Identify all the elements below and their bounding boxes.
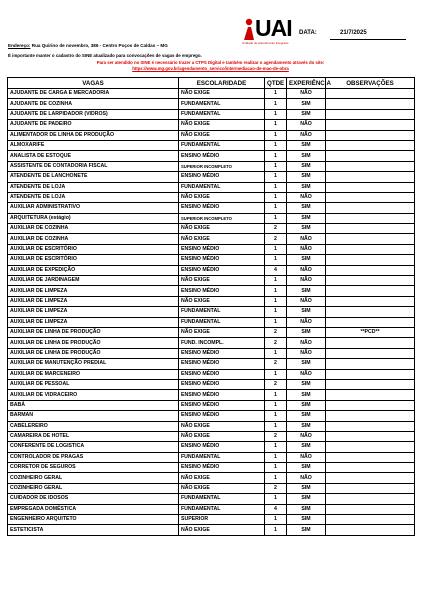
cell-observacoes bbox=[326, 192, 415, 202]
cell-vaga: CORRETOR DE SEGUROS bbox=[8, 463, 179, 473]
cell-observacoes bbox=[326, 525, 415, 535]
cell-vaga: AUXILIAR DE LINHA DE PRODUÇÃO bbox=[8, 338, 179, 348]
date-value: 21/7/2025 bbox=[340, 30, 367, 36]
cell-qtde: 1 bbox=[265, 213, 287, 223]
cell-experiencia: NÃO bbox=[287, 244, 326, 254]
figure-icon bbox=[242, 18, 255, 40]
cell-escolaridade: SUPERIOR INCOMPLETO bbox=[179, 161, 265, 171]
cell-vaga: ASSISTENTE DE CONTADORIA FISCAL bbox=[8, 161, 179, 171]
cell-qtde: 2 bbox=[265, 234, 287, 244]
cell-qtde: 1 bbox=[265, 473, 287, 483]
cell-experiencia: SIM bbox=[287, 379, 326, 389]
cell-observacoes bbox=[326, 473, 415, 483]
table-row bbox=[8, 359, 415, 369]
table-row bbox=[8, 140, 415, 150]
cell-escolaridade: ENSINO MÉDIO bbox=[179, 203, 265, 213]
cell-qtde: 1 bbox=[265, 161, 287, 171]
cell-observacoes bbox=[326, 338, 415, 348]
cell-vaga: AJUDANTE DE CARGA E MERCADORIA bbox=[8, 89, 179, 99]
table-row bbox=[8, 369, 415, 379]
uai-logo bbox=[242, 15, 292, 48]
cell-vaga: AUXILIAR DE MARCENEIRO bbox=[8, 369, 179, 379]
cell-qtde: 1 bbox=[265, 255, 287, 265]
cell-vaga: AUXILIAR DE LIMPEZA bbox=[8, 307, 179, 317]
table-row bbox=[8, 317, 415, 327]
cell-experiencia: SIM bbox=[287, 483, 326, 493]
notice-agendamento: Para ser atendido no SINE é necessário trazer a CTPS Digital e também realizar o agendamento através do site: bbox=[96, 60, 325, 65]
header-qtde: QTDE bbox=[265, 78, 287, 89]
cell-escolaridade: NÃO EXIGE bbox=[179, 234, 265, 244]
cell-experiencia: NÃO bbox=[287, 473, 326, 483]
cell-vaga: AJUDANTE DE PADEIRO bbox=[8, 120, 179, 130]
cell-experiencia: SIM bbox=[287, 151, 326, 161]
cell-vaga: CUIDADOR DE IDOSOS bbox=[8, 494, 179, 504]
cell-qtde: 1 bbox=[265, 182, 287, 192]
cell-qtde: 1 bbox=[265, 442, 287, 452]
cell-vaga: AUXILIAR DE LIMPEZA bbox=[8, 286, 179, 296]
table-row bbox=[8, 130, 415, 140]
cell-observacoes bbox=[326, 390, 415, 400]
cell-escolaridade: NÃO EXIGE bbox=[179, 224, 265, 234]
cell-experiencia: SIM bbox=[287, 307, 326, 317]
cell-escolaridade: FUNDAMENTAL bbox=[179, 504, 265, 514]
cell-qtde: 2 bbox=[265, 483, 287, 493]
cell-experiencia: SIM bbox=[287, 161, 326, 171]
cell-observacoes bbox=[326, 494, 415, 504]
cell-qtde: 1 bbox=[265, 400, 287, 410]
cell-escolaridade: ENSINO MÉDIO bbox=[179, 265, 265, 275]
cell-vaga: AJUDANTE DE COZINHA bbox=[8, 99, 179, 109]
cell-observacoes bbox=[326, 442, 415, 452]
table-row bbox=[8, 182, 415, 192]
cell-experiencia: SIM bbox=[287, 463, 326, 473]
cell-escolaridade: FUNDAMENTAL bbox=[179, 140, 265, 150]
table-row bbox=[8, 99, 415, 109]
cell-experiencia: NÃO bbox=[287, 296, 326, 306]
cell-qtde: 1 bbox=[265, 494, 287, 504]
cell-observacoes bbox=[326, 99, 415, 109]
cell-vaga: ENGENHEIRO ARQUITETO bbox=[8, 515, 179, 525]
date-label: DATA: bbox=[299, 30, 317, 36]
cell-escolaridade: SUPERIOR INCOMPLETO bbox=[179, 213, 265, 223]
cell-escolaridade: FUNDAMENTAL bbox=[179, 182, 265, 192]
cell-qtde: 1 bbox=[265, 369, 287, 379]
cell-observacoes bbox=[326, 515, 415, 525]
cell-vaga: ATENDENTE DE LOJA bbox=[8, 182, 179, 192]
table-row bbox=[8, 515, 415, 525]
cell-escolaridade: NÃO EXIGE bbox=[179, 296, 265, 306]
cell-observacoes bbox=[326, 431, 415, 441]
address-label: Endereço: bbox=[8, 43, 31, 48]
cell-qtde: 1 bbox=[265, 130, 287, 140]
cell-experiencia: NÃO bbox=[287, 338, 326, 348]
cell-vaga: AUXILIAR DE MANUTENÇÃO PREDIAL bbox=[8, 359, 179, 369]
cell-observacoes bbox=[326, 296, 415, 306]
table-row bbox=[8, 213, 415, 223]
cell-vaga: AUXILIAR DE COZINHA bbox=[8, 234, 179, 244]
header-experiencia: EXPERIÊNCIA bbox=[287, 78, 326, 89]
cell-observacoes bbox=[326, 244, 415, 254]
cell-vaga: CONFERENTE DE LOGISTICA bbox=[8, 442, 179, 452]
cell-escolaridade: ENSINO MÉDIO bbox=[179, 359, 265, 369]
cell-escolaridade: ENSINO MÉDIO bbox=[179, 348, 265, 358]
notice-cadastro: É importante manter o cadastro do SINE atualizado para convocações de vagas de emprego. bbox=[8, 53, 202, 58]
cell-vaga: ESTETICISTA bbox=[8, 525, 179, 535]
address-text: Rua Quirino de novembro, 386 - Centro Poços de Caldas – MG bbox=[31, 43, 168, 48]
cell-vaga: EMPREGADA DOMÉSTICA bbox=[8, 504, 179, 514]
cell-experiencia: SIM bbox=[287, 421, 326, 431]
cell-qtde: 1 bbox=[265, 89, 287, 99]
cell-experiencia: NÃO bbox=[287, 234, 326, 244]
cell-vaga: CAMAREIRA DE HOTEL bbox=[8, 431, 179, 441]
cell-experiencia: NÃO bbox=[287, 276, 326, 286]
cell-observacoes bbox=[326, 400, 415, 410]
cell-escolaridade: NÃO EXIGE bbox=[179, 89, 265, 99]
cell-experiencia: NÃO bbox=[287, 431, 326, 441]
cell-experiencia: SIM bbox=[287, 213, 326, 223]
cell-vaga: ALMOXARIFE bbox=[8, 140, 179, 150]
table-row bbox=[8, 494, 415, 504]
table-row bbox=[8, 203, 415, 213]
cell-vaga: AUXILIAR DE ESCRITÓRIO bbox=[8, 255, 179, 265]
cell-observacoes bbox=[326, 348, 415, 358]
cell-escolaridade: ENSINO MÉDIO bbox=[179, 151, 265, 161]
cell-escolaridade: SUPERIOR bbox=[179, 515, 265, 525]
cell-vaga: COZINHEIRO GERAL bbox=[8, 483, 179, 493]
table-row bbox=[8, 483, 415, 493]
cell-qtde: 1 bbox=[265, 244, 287, 254]
header-observacoes: OBSERVAÇÕES bbox=[326, 78, 415, 89]
cell-vaga: BARMAN bbox=[8, 411, 179, 421]
cell-experiencia: NÃO bbox=[287, 369, 326, 379]
cell-vaga: AUXILIAR ADMINISTRATIVO bbox=[8, 203, 179, 213]
cell-observacoes bbox=[326, 182, 415, 192]
cell-experiencia: SIM bbox=[287, 327, 326, 337]
cell-escolaridade: FUND. INCOMPL. bbox=[179, 338, 265, 348]
cell-experiencia: SIM bbox=[287, 515, 326, 525]
date-underline bbox=[330, 39, 406, 40]
cell-qtde: 2 bbox=[265, 359, 287, 369]
cell-qtde: 1 bbox=[265, 120, 287, 130]
table-row bbox=[8, 452, 415, 462]
table-row bbox=[8, 400, 415, 410]
table-row bbox=[8, 504, 415, 514]
cell-escolaridade: NÃO EXIGE bbox=[179, 327, 265, 337]
vacancies-table bbox=[7, 77, 415, 536]
cell-observacoes bbox=[326, 286, 415, 296]
cell-qtde: 1 bbox=[265, 192, 287, 202]
cell-observacoes bbox=[326, 172, 415, 182]
cell-escolaridade: FUNDAMENTAL bbox=[179, 99, 265, 109]
cell-qtde: 4 bbox=[265, 265, 287, 275]
cell-qtde: 1 bbox=[265, 109, 287, 119]
cell-experiencia: NÃO bbox=[287, 192, 326, 202]
cell-experiencia: SIM bbox=[287, 400, 326, 410]
logo-text: UAI bbox=[255, 15, 292, 41]
cell-experiencia: SIM bbox=[287, 442, 326, 452]
cell-observacoes bbox=[326, 276, 415, 286]
cell-vaga: AJUDANTE DE LARPIDADOR (VIDROS) bbox=[8, 109, 179, 119]
cell-vaga: AUXILIAR DE LINHA DE PRODUÇÃO bbox=[8, 348, 179, 358]
cell-qtde: 1 bbox=[265, 296, 287, 306]
cell-experiencia: SIM bbox=[287, 172, 326, 182]
cell-escolaridade: ENSINO MÉDIO bbox=[179, 379, 265, 389]
cell-experiencia: SIM bbox=[287, 504, 326, 514]
cell-escolaridade: NÃO EXIGE bbox=[179, 483, 265, 493]
cell-observacoes bbox=[326, 109, 415, 119]
cell-escolaridade: NÃO EXIGE bbox=[179, 192, 265, 202]
cell-observacoes bbox=[326, 89, 415, 99]
cell-vaga: AUXILIAR DE LINHA DE PRODUÇÃO bbox=[8, 327, 179, 337]
logo-subtitle: Unidade de Atendimento Integrado bbox=[242, 41, 289, 45]
cell-qtde: 1 bbox=[265, 286, 287, 296]
cell-observacoes bbox=[326, 379, 415, 389]
cell-experiencia: SIM bbox=[287, 182, 326, 192]
cell-qtde: 2 bbox=[265, 338, 287, 348]
cell-experiencia: SIM bbox=[287, 525, 326, 535]
cell-experiencia: NÃO bbox=[287, 348, 326, 358]
cell-observacoes bbox=[326, 161, 415, 171]
cell-experiencia: SIM bbox=[287, 390, 326, 400]
cell-vaga: AUXILIAR DE ESCRITÓRIO bbox=[8, 244, 179, 254]
table-row bbox=[8, 89, 415, 99]
cell-escolaridade: ENSINO MÉDIO bbox=[179, 255, 265, 265]
cell-qtde: 1 bbox=[265, 276, 287, 286]
cell-escolaridade: ENSINO MÉDIO bbox=[179, 244, 265, 254]
cell-observacoes bbox=[326, 151, 415, 161]
address-line bbox=[8, 43, 168, 48]
table-row bbox=[8, 307, 415, 317]
cell-escolaridade: ENSINO MÉDIO bbox=[179, 369, 265, 379]
table-header-row bbox=[8, 78, 415, 89]
table-row bbox=[8, 473, 415, 483]
cell-escolaridade: ENSINO MÉDIO bbox=[179, 172, 265, 182]
cell-observacoes bbox=[326, 421, 415, 431]
table-row bbox=[8, 172, 415, 182]
cell-experiencia: NÃO bbox=[287, 265, 326, 275]
cell-qtde: 1 bbox=[265, 525, 287, 535]
table-row bbox=[8, 348, 415, 358]
cell-vaga: AUXILIAR DE PESSOAL bbox=[8, 379, 179, 389]
cell-vaga: CABELEREIRO bbox=[8, 421, 179, 431]
cell-escolaridade: NÃO EXIGE bbox=[179, 276, 265, 286]
cell-observacoes bbox=[326, 317, 415, 327]
header-escolaridade: ESCOLARIDADE bbox=[179, 78, 265, 89]
cell-observacoes bbox=[326, 307, 415, 317]
table-row bbox=[8, 442, 415, 452]
cell-escolaridade: NÃO EXIGE bbox=[179, 120, 265, 130]
cell-qtde: 1 bbox=[265, 463, 287, 473]
cell-observacoes bbox=[326, 265, 415, 275]
table-row bbox=[8, 224, 415, 234]
table-row bbox=[8, 276, 415, 286]
cell-experiencia: SIM bbox=[287, 109, 326, 119]
cell-qtde: 1 bbox=[265, 317, 287, 327]
cell-vaga: ARQUITETURA (estágio) bbox=[8, 213, 179, 223]
cell-qtde: 1 bbox=[265, 515, 287, 525]
cell-qtde: 1 bbox=[265, 151, 287, 161]
table-row bbox=[8, 379, 415, 389]
cell-qtde: 1 bbox=[265, 203, 287, 213]
cell-experiencia: SIM bbox=[287, 99, 326, 109]
cell-vaga: CONTROLADOR DE PRAGAS bbox=[8, 452, 179, 462]
cell-qtde: 1 bbox=[265, 307, 287, 317]
cell-escolaridade: NÃO EXIGE bbox=[179, 525, 265, 535]
cell-observacoes bbox=[326, 234, 415, 244]
cell-vaga: COZINHEIRO GERAL bbox=[8, 473, 179, 483]
cell-vaga: ATENDENTE DE LOJA bbox=[8, 192, 179, 202]
cell-escolaridade: ENSINO MÉDIO bbox=[179, 442, 265, 452]
cell-escolaridade: ENSINO MÉDIO bbox=[179, 286, 265, 296]
cell-escolaridade: NÃO EXIGE bbox=[179, 431, 265, 441]
cell-experiencia: NÃO bbox=[287, 130, 326, 140]
cell-experiencia: NÃO bbox=[287, 317, 326, 327]
cell-qtde: 1 bbox=[265, 421, 287, 431]
cell-vaga: AUXILIAR DE VIDRACEIRO bbox=[8, 390, 179, 400]
cell-qtde: 4 bbox=[265, 504, 287, 514]
cell-escolaridade: FUNDAMENTAL bbox=[179, 494, 265, 504]
cell-vaga: ALIMENTADOR DE LINHA DE PRODUÇÃO bbox=[8, 130, 179, 140]
cell-observacoes bbox=[326, 130, 415, 140]
table-row bbox=[8, 463, 415, 473]
cell-vaga: AUXILIAR DE LIMPEZA bbox=[8, 296, 179, 306]
table-row bbox=[8, 327, 415, 337]
cell-vaga: ANALISTA DE ESTOQUE bbox=[8, 151, 179, 161]
cell-experiencia: SIM bbox=[287, 140, 326, 150]
cell-vaga: AUXILIAR DE LIMPEZA bbox=[8, 317, 179, 327]
cell-observacoes bbox=[326, 369, 415, 379]
cell-experiencia: NÃO bbox=[287, 89, 326, 99]
cell-observacoes bbox=[326, 120, 415, 130]
table-row bbox=[8, 296, 415, 306]
cell-experiencia: SIM bbox=[287, 494, 326, 504]
cell-qtde: 1 bbox=[265, 172, 287, 182]
table-row bbox=[8, 286, 415, 296]
header-vagas: VAGAS bbox=[8, 78, 179, 89]
cell-qtde: 1 bbox=[265, 140, 287, 150]
cell-vaga: AUXILIAR DE EXPEDIÇÃO bbox=[8, 265, 179, 275]
cell-observacoes bbox=[326, 140, 415, 150]
cell-experiencia: SIM bbox=[287, 359, 326, 369]
cell-escolaridade: FUNDAMENTAL bbox=[179, 109, 265, 119]
cell-escolaridade: FUNDAMENTAL bbox=[179, 307, 265, 317]
cell-observacoes bbox=[326, 483, 415, 493]
cell-escolaridade: NÃO EXIGE bbox=[179, 421, 265, 431]
cell-experiencia: SIM bbox=[287, 203, 326, 213]
cell-vaga: BABÁ bbox=[8, 400, 179, 410]
cell-vaga: AUXILIAR DE COZINHA bbox=[8, 224, 179, 234]
table-row bbox=[8, 192, 415, 202]
cell-vaga: AUXILIAR DE JARDINAGEM bbox=[8, 276, 179, 286]
cell-qtde: 2 bbox=[265, 224, 287, 234]
cell-observacoes bbox=[326, 463, 415, 473]
cell-observacoes bbox=[326, 213, 415, 223]
cell-qtde: 1 bbox=[265, 411, 287, 421]
cell-experiencia: SIM bbox=[287, 411, 326, 421]
cell-experiencia: NÃO bbox=[287, 120, 326, 130]
cell-experiencia: SIM bbox=[287, 286, 326, 296]
cell-qtde: 2 bbox=[265, 431, 287, 441]
cell-qtde: 2 bbox=[265, 379, 287, 389]
table-row bbox=[8, 338, 415, 348]
cell-vaga: ATENDENTE DE LANCHONETE bbox=[8, 172, 179, 182]
cell-escolaridade: ENSINO MÉDIO bbox=[179, 390, 265, 400]
cell-observacoes bbox=[326, 224, 415, 234]
cell-observacoes bbox=[326, 203, 415, 213]
cell-observacoes bbox=[326, 359, 415, 369]
cell-escolaridade: FUNDAMENTAL bbox=[179, 452, 265, 462]
cell-experiencia: NÃO bbox=[287, 452, 326, 462]
table-row bbox=[8, 234, 415, 244]
cell-observacoes: **PCD** bbox=[326, 327, 415, 337]
cell-escolaridade: NÃO EXIGE bbox=[179, 130, 265, 140]
cell-observacoes bbox=[326, 255, 415, 265]
cell-qtde: 1 bbox=[265, 452, 287, 462]
table-row bbox=[8, 109, 415, 119]
table-row bbox=[8, 244, 415, 254]
table-row bbox=[8, 525, 415, 535]
cell-escolaridade: FUNDAMENTAL bbox=[179, 317, 265, 327]
table-row bbox=[8, 411, 415, 421]
table-row bbox=[8, 120, 415, 130]
table-row bbox=[8, 151, 415, 161]
cell-escolaridade: ENSINO MÉDIO bbox=[179, 463, 265, 473]
cell-escolaridade: ENSINO MÉDIO bbox=[179, 411, 265, 421]
cell-qtde: 1 bbox=[265, 99, 287, 109]
cell-qtde: 1 bbox=[265, 348, 287, 358]
table-row bbox=[8, 265, 415, 275]
table-row bbox=[8, 431, 415, 441]
table-row bbox=[8, 255, 415, 265]
cell-observacoes bbox=[326, 504, 415, 514]
table-row bbox=[8, 421, 415, 431]
cell-escolaridade: NÃO EXIGE bbox=[179, 473, 265, 483]
cell-experiencia: SIM bbox=[287, 224, 326, 234]
cell-observacoes bbox=[326, 452, 415, 462]
table-row bbox=[8, 161, 415, 171]
cell-experiencia: SIM bbox=[287, 255, 326, 265]
table-row bbox=[8, 390, 415, 400]
cell-qtde: 1 bbox=[265, 390, 287, 400]
cell-escolaridade: ENSINO MÉDIO bbox=[179, 400, 265, 410]
agendamento-link[interactable]: https://www.mg.gov.br/agendamento_servico/intermediacao-de-mao-de-obra bbox=[132, 66, 289, 71]
cell-observacoes bbox=[326, 411, 415, 421]
cell-qtde: 2 bbox=[265, 327, 287, 337]
